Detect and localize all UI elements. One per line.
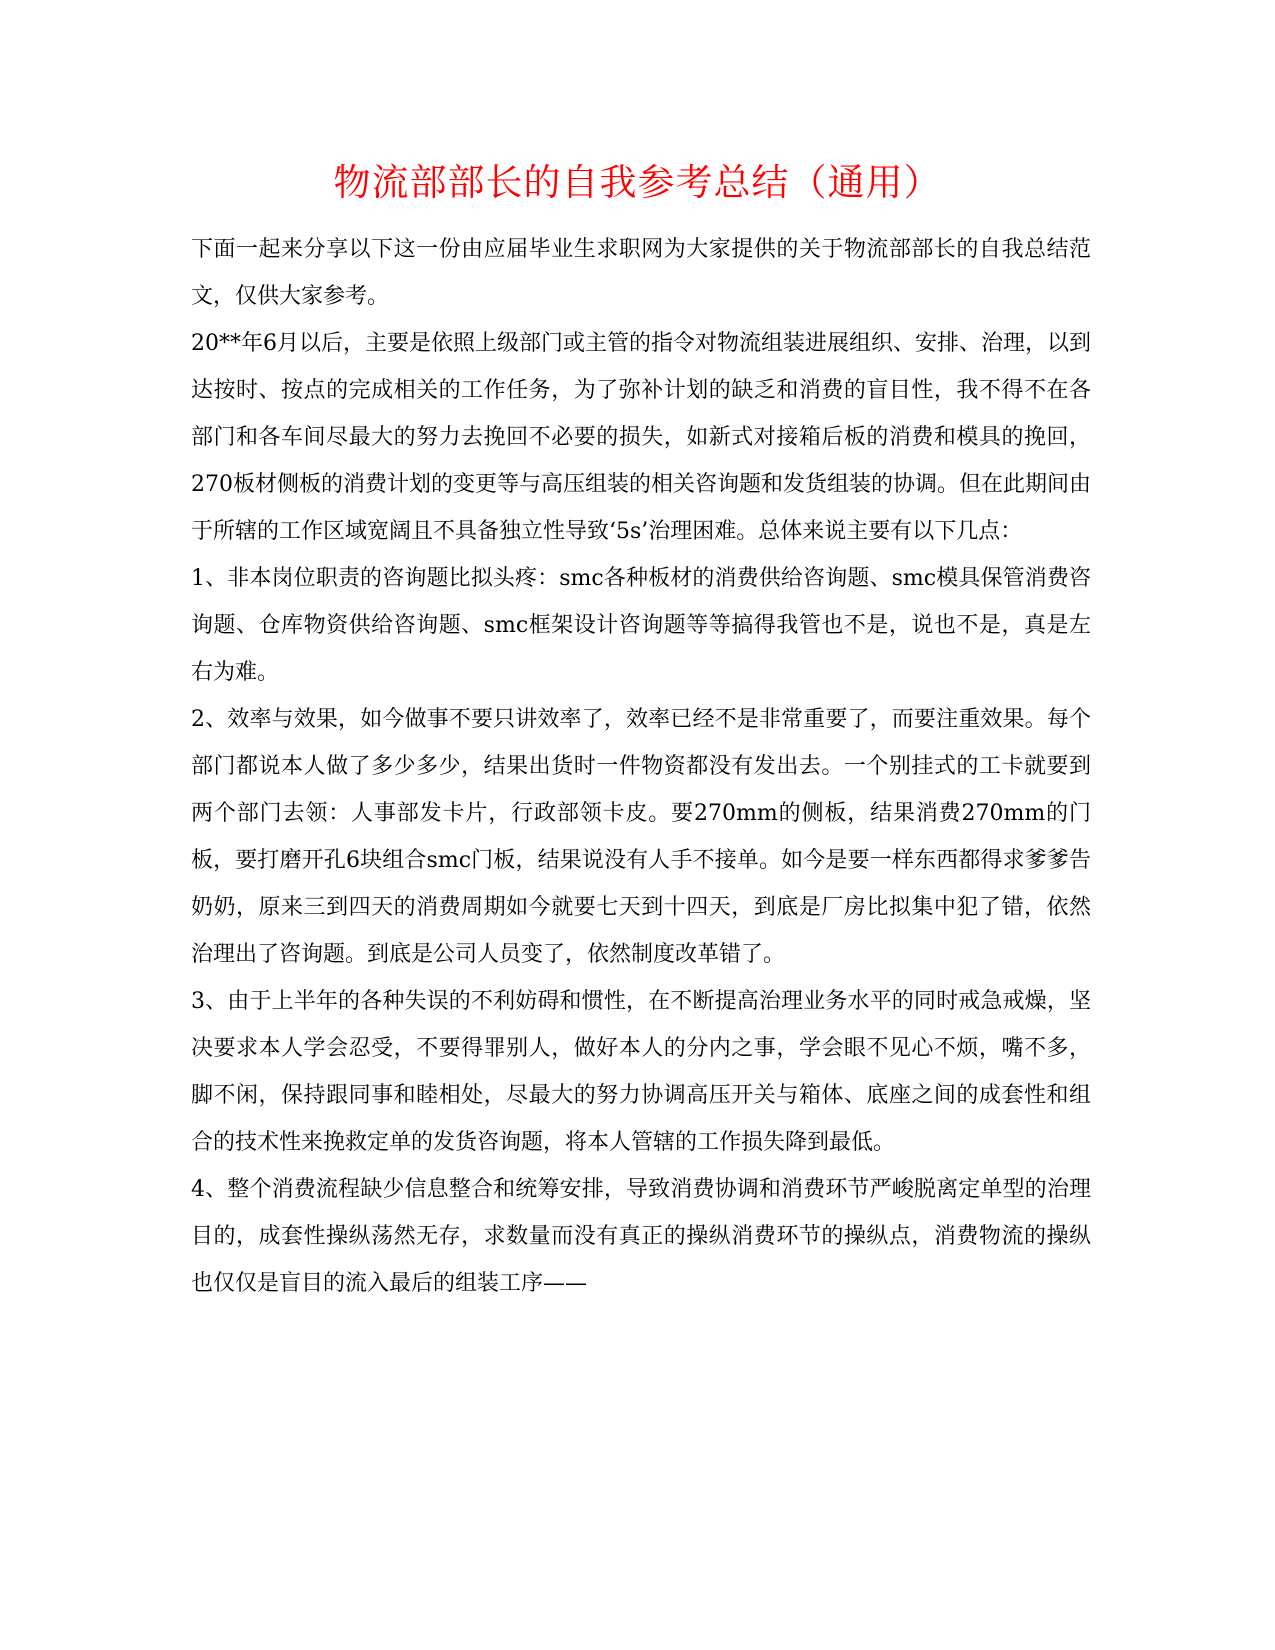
paragraph-overview: 20**年6月以后，主要是依照上级部门或主管的指令对物流组装进展组织、安排、治理，以到达按时、按点的完成相关的工作任务，为了弥补计划的缺乏和消费的盲目性，我不得不在各部门和各车间尽最大的努力去挽回不必要的损失，如新式对接箱后板的消费和模具的挽回，270板材侧板的消费计划的变更等与高压组装的相关咨询题和发货组装的协调。但在此期间由于所辖的工作区域宽阔且不具备独立性导致‘5s’治理困难。总体来说主要有以下几点：: [191, 331, 1091, 544]
document-body: [191, 226, 1091, 1307]
document-title: 物流部部长的自我参考总结（通用）: [333, 161, 942, 204]
paragraph-intro: 下面一起来分享以下这一份由应届毕业生求职网为大家提供的关于物流部部长的自我总结范文，仅供大家参考。: [191, 237, 1091, 309]
paragraph-point-3: 3、由于上半年的各种失误的不利妨碍和惯性，在不断提高治理业务水平的同时戒急戒燥，坚决要求本人学会忍受，不要得罪别人，做好本人的分内之事，学会眼不见心不烦，嘴不多，脚不闲，保持跟同事和睦相处，尽最大的努力协调高压开关与箱体、底座之间的成套性和组合的技术性来挽救定单的发货咨询题，将本人管辖的工作损失降到最低。: [191, 989, 1091, 1155]
paragraph-point-2: 2、效率与效果，如今做事不要只讲效率了，效率已经不是非常重要了，而要注重效果。每个部门都说本人做了多少多少，结果出货时一件物资都没有发出去。一个别挂式的工卡就要到两个部门去领：人事部发卡片，行政部领卡皮。要270mm的侧板，结果消费270mm的门板，要打磨开孔6块组合smc门板，结果说没有人手不接单。如今是要一样东西都得求爹爹告奶奶，原来三到四天的消费周期如今就要七天到十四天，到底是厂房比拟集中犯了错，依然治理出了咨询题。到底是公司人员变了，依然制度改革错了。: [191, 707, 1091, 967]
paragraph-point-4: 4、整个消费流程缺少信息整合和统筹安排，导致消费协调和消费环节严峻脱离定单型的治理目的，成套性操纵荡然无存，求数量而没有真正的操纵消费环节的操纵点，消费物流的操纵也仅仅是盲目的流入最后的组装工序——: [191, 1177, 1091, 1296]
paragraph-point-1: 1、非本岗位职责的咨询题比拟头疼：smc各种板材的消费供给咨询题、smc模具保管消费咨询题、仓库物资供给咨询题、smc框架设计咨询题等等搞得我管也不是，说也不是，真是左右为难。: [191, 566, 1091, 685]
